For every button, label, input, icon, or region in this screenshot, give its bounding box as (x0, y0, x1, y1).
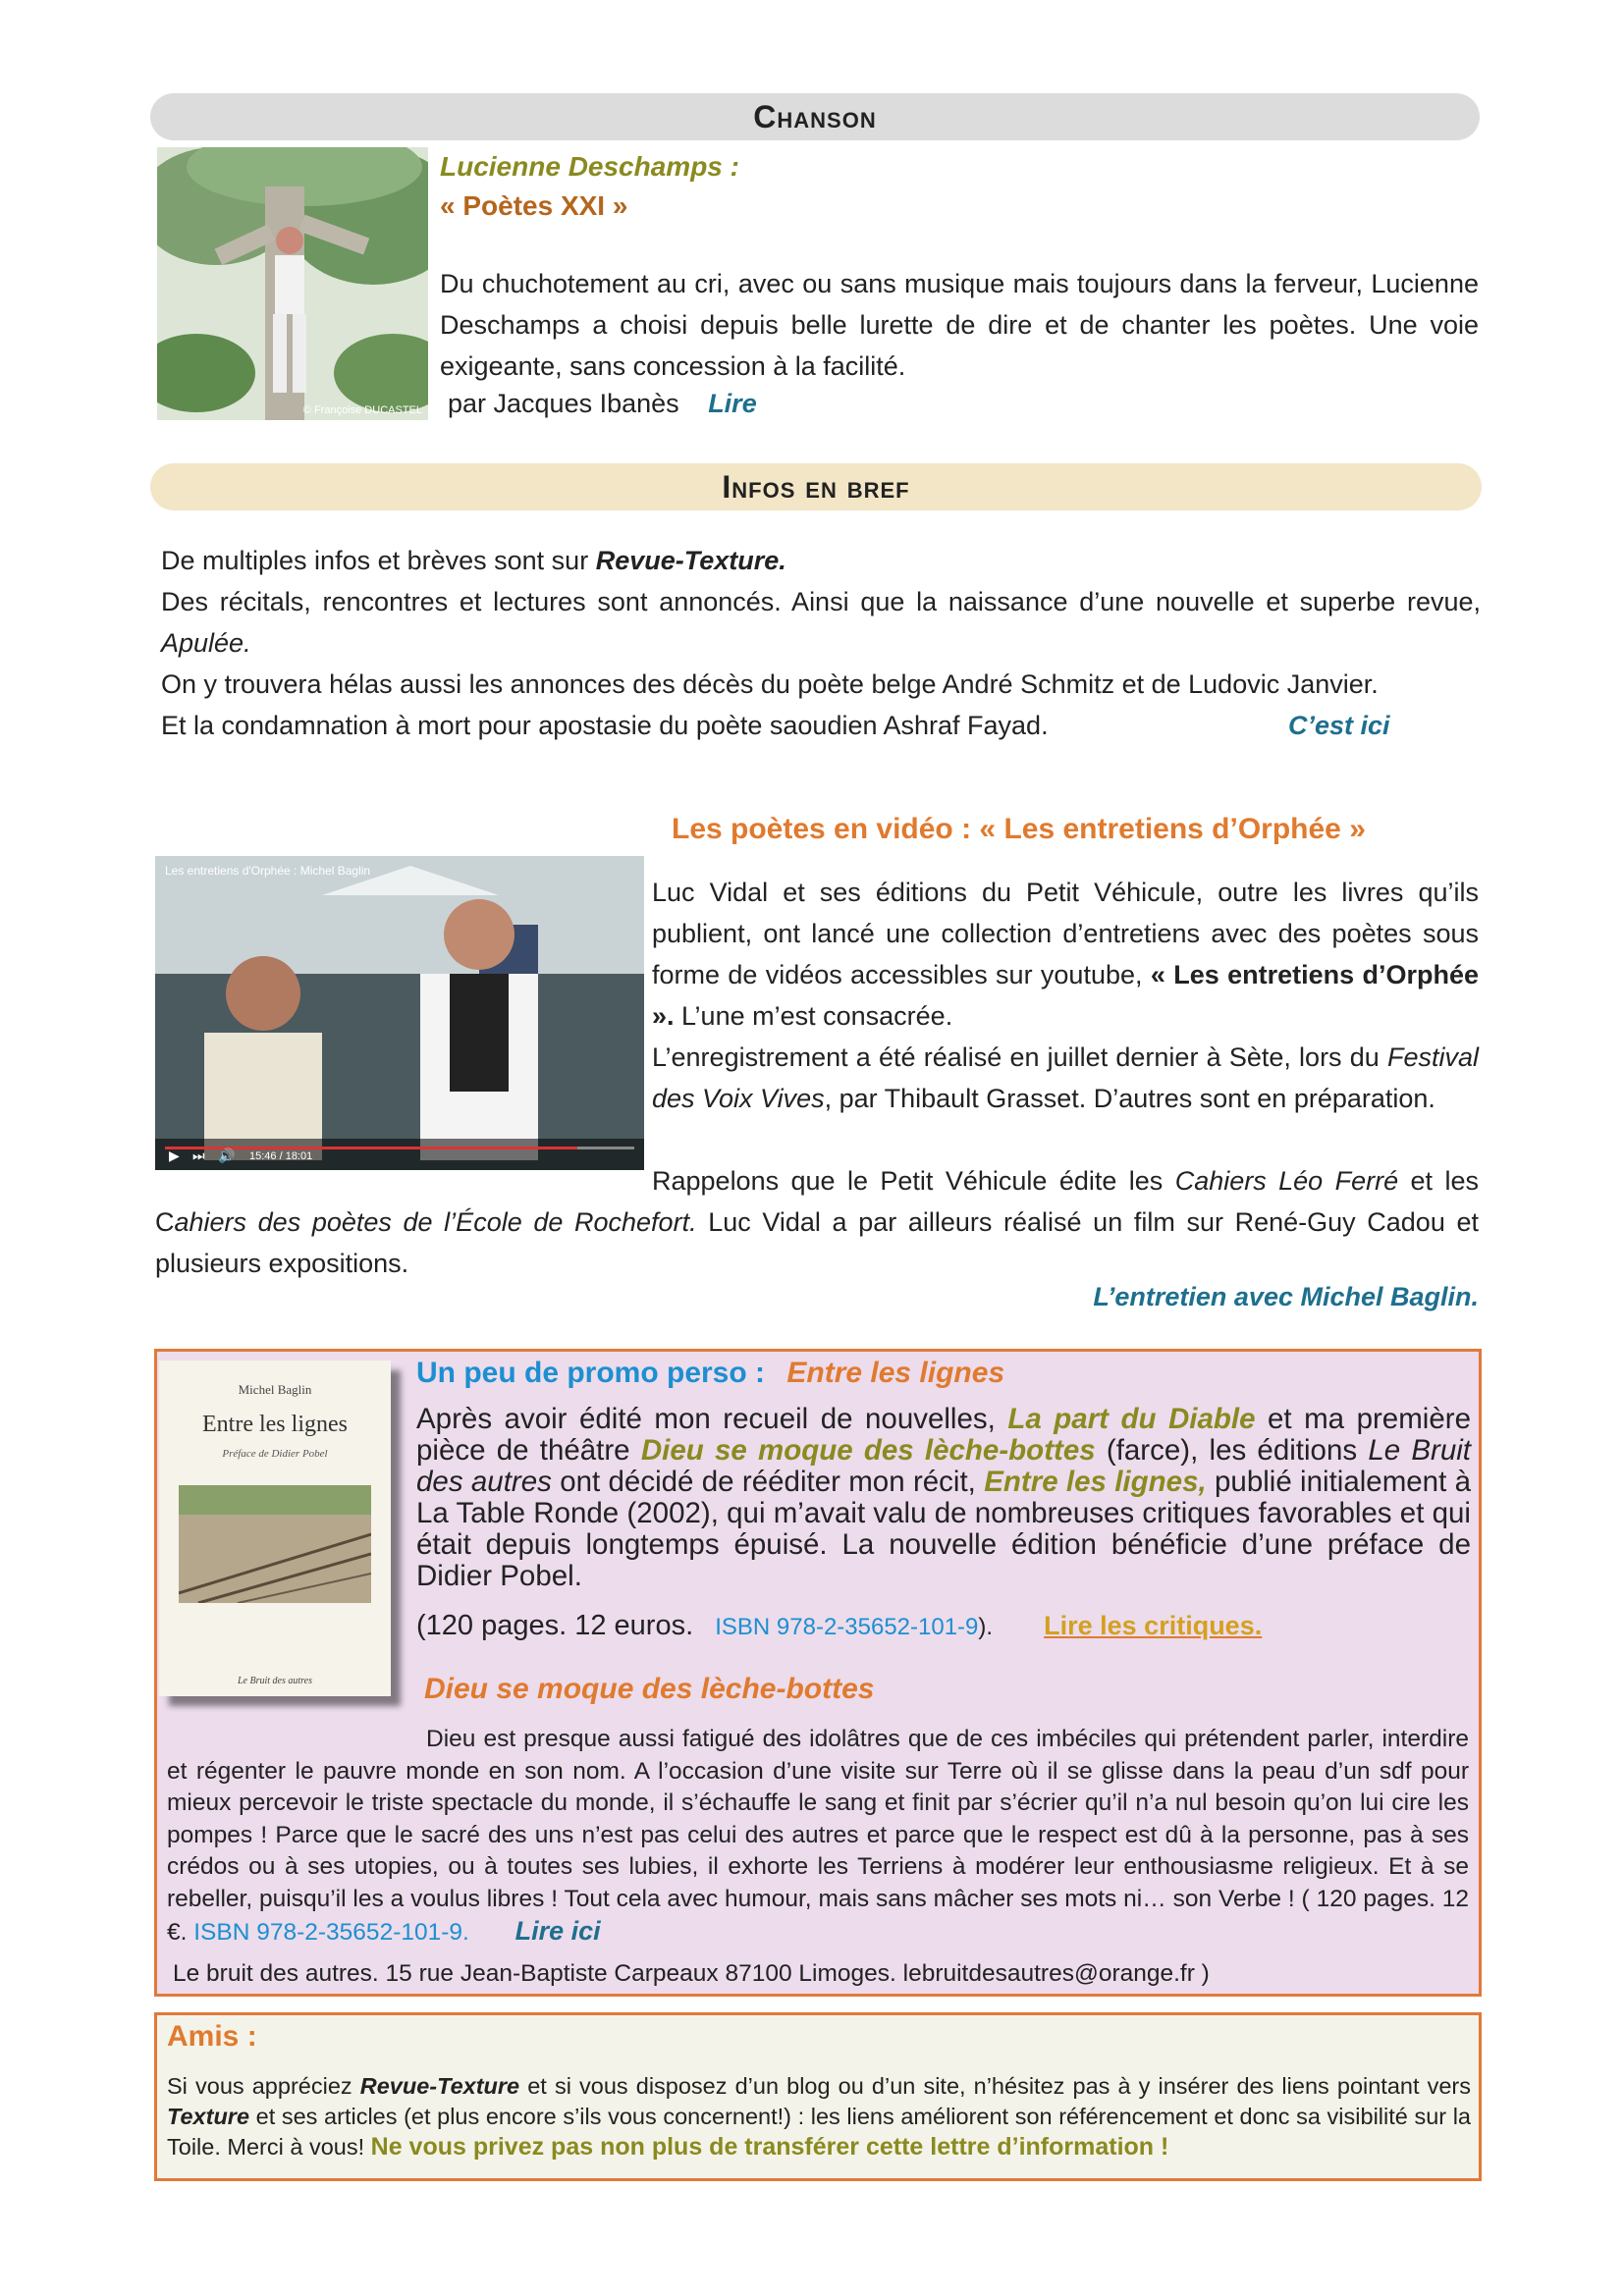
video-text-wrap (652, 872, 1479, 1119)
book-cover-preface: Préface de Didier Pobel (222, 1448, 328, 1460)
dieu-body-text: Dieu est presque aussi fatigué des idolâtres que de ces imbéciles qui prétendent parler, interdire et régenter le pauvre monde en son nom. A l’occasion d’une visite sur Terre où il se glisse dans la peau d’un sdf pour mieux percevoir le triste spectacle du monde, il s’échauffe le sang et finit par s’écrier qu’il n’a nul besoin qu’on lui cire les pompes ! Parce que le sacré des uns n’est pas celui des autres et parce que le respect est dû à la personne, pas à ses crédos ou à ses utopies, ou à toutes ses lubies, il exhorte les Terriens à modérer leur enthousiasme religieux. Et à se rebeller, puisqu’il les a voulus libres ! Tout cela avec humour, mais sans mâcher ses mots ni… son Verbe ! ( 120 pages. 12 €. (167, 1726, 1469, 1946)
promo-isbn: ISBN 978-2-35652-101-9 (715, 1614, 979, 1640)
photo-credit: © Françoise DUCASTEL (302, 404, 422, 416)
chanson-byline: par Jacques Ibanès (448, 389, 679, 418)
bruit-des-autres-name: Le Bruit des autres (416, 1434, 1472, 1498)
section-header-infos: Infos en bref (150, 463, 1482, 510)
promo-price-row (416, 1610, 1407, 1642)
infos-line1-text: De multiples infos et brèves sont sur (161, 546, 596, 575)
infos-line-4: Et la condamnation à mort pour apostasie du poète saoudien Ashraf Fayad. (161, 711, 1049, 740)
promo-paragraph (416, 1404, 1471, 1592)
dieu-body (167, 1724, 1469, 1949)
video-p1-c: L’une m’est consacrée. (674, 1001, 953, 1031)
chanson-author: Lucienne Deschamps : (440, 151, 739, 182)
chanson-photo (157, 147, 428, 420)
infos-line-4-row (161, 705, 1481, 746)
infos-line-2 (161, 581, 1481, 664)
infos-line2-text: Des récitals, rencontres et lectures sont annoncés. Ainsi que la naissance d’une nouvelle et superbe revue, (161, 587, 1481, 616)
amis-title: Amis : (167, 2020, 257, 2053)
chanson-byline-row (448, 389, 757, 419)
promo-price: (120 pages. 12 euros. (416, 1610, 694, 1641)
video-p3-a: Rappelons que le Petit Véhicule édite les (652, 1166, 1175, 1196)
section-header-chanson: Chanson (150, 93, 1480, 140)
book-cover-publisher: Le Bruit des autres (237, 1676, 312, 1686)
dieu-lire-ici-link[interactable]: Lire ici (514, 1916, 601, 1946)
video-p2-a: L’enregistrement a été réalisé en juillet dernier à Sète, lors du (652, 1042, 1387, 1072)
infos-content (161, 540, 1481, 746)
entre-les-lignes-inline: Entre les lignes, (984, 1466, 1207, 1498)
part-du-diable-title: La part du Diable (1007, 1403, 1256, 1435)
dieu-isbn: ISBN 978-2-35652-101-9. (193, 1919, 469, 1946)
promo-title-row (416, 1357, 1004, 1390)
promo-p-e: (farce), les éditions (1095, 1434, 1369, 1467)
cahiers-leo-ferre: Cahiers Léo Ferré (1174, 1166, 1399, 1196)
amis-text (167, 2071, 1471, 2163)
book-cover-image (179, 1485, 371, 1603)
dieu-title: Dieu se moque des lèche-bottes (424, 1673, 875, 1705)
video-p1-a: Luc Vidal et ses éditions du Petit Véhicule, outre les livres qu’ils publient, ont lancé une collection d’entretiens avec des poètes sous forme de vidéos accessibles sur youtube, (652, 878, 1479, 989)
promo-book-title: Entre les lignes (786, 1357, 1005, 1389)
tree-woman-image (157, 147, 428, 420)
video-p3-e: Luc Vidal a par ailleurs réalisé un film sur René-Guy Cadou et plusieurs expositions. (155, 1207, 1479, 1278)
dieu-se-moque-title-inline: Dieu se moque des lèche-bottes (640, 1434, 1096, 1467)
lire-critiques-link[interactable]: Lire les critiques. (1044, 1611, 1263, 1640)
book-cover (159, 1361, 391, 1696)
promo-p-i: publié initialement à La Table Ronde (2002), qui m’avait valu de nombreuses critiques favorables et qui était depuis longtemps épuisé. La nouvelle édition bénéficie d’une préface de Didier Pobel. (416, 1466, 1471, 1592)
cahiers-rochefort: ahiers des poètes de l’École de Rochefort. (174, 1207, 697, 1237)
chanson-body: Du chuchotement au cri, avec ou sans musique mais toujours dans la ferveur, Lucienne Deschamps a choisi depuis belle lurette de dire et de chanter les poètes. Une voie exigeante, sans concession à la facilité. (440, 269, 1479, 381)
video-thumbnail[interactable] (155, 856, 644, 1170)
video-frame-image (155, 856, 644, 1170)
amis-e: et ses articles (et plus encore s’ils vous concernent!) : les liens améliorent son référencement et donc sa visibilité sur la Toile. Merci à vous! (167, 2104, 1471, 2160)
publisher-address: Le bruit des autres. 15 rue Jean-Baptiste Carpeaux 87100 Limoges. lebruitdesautres@orange.fr ) (173, 1960, 1210, 1987)
video-section-title: Les poètes en vidéo : « Les entretiens d’Orphée » (672, 813, 1366, 845)
cest-ici-link[interactable]: C’est ici (1288, 711, 1390, 740)
promo-p-a: Après avoir édité mon recueil de nouvelles, (416, 1403, 1008, 1435)
amis-a: Si vous appréciez (167, 2073, 360, 2099)
amis-transfer-call: Ne vous privez pas non plus de transférer cette lettre d’information ! (370, 2133, 1169, 2161)
apulee-name: Apulée. (161, 628, 251, 658)
amis-revue-texture: Revue-Texture (359, 2073, 520, 2099)
video-overlay-caption: Les entretiens d'Orphée : Michel Baglin (165, 864, 371, 878)
volume-icon[interactable]: 🔊 (218, 1148, 236, 1163)
amis-c: et si vous disposez d’un blog ou d’un site, n’hésitez pas à y insérer des liens pointant vers (519, 2073, 1471, 2099)
video-time: 15:46 / 18:01 (249, 1150, 313, 1162)
book-cover-author: Michel Baglin (238, 1382, 312, 1397)
infos-line-3: On y trouvera hélas aussi les annonces des décès du poète belge André Schmitz et de Ludovic Janvier. (161, 669, 1379, 699)
revue-texture-name: Revue-Texture. (595, 546, 786, 575)
entretiens-orphee-name: « Les entretiens d’Orphée ». (652, 960, 1479, 1031)
entretien-link[interactable]: L’entretien avec Michel Baglin. (1093, 1282, 1479, 1311)
chanson-lire-link[interactable]: Lire (708, 389, 757, 418)
festival-name: Festival des Voix Vives (652, 1042, 1479, 1113)
promo-p-c: et ma première pièce de théâtre (416, 1403, 1471, 1467)
video-p2-c: , par Thibault Grasset. D’autres sont en préparation. (824, 1084, 1435, 1113)
promo-p-g: ont décidé de rééditer mon récit, (551, 1466, 985, 1498)
promo-title: Un peu de promo perso : (416, 1357, 766, 1389)
amis-texture: Texture (167, 2104, 250, 2129)
next-icon[interactable]: ⏭ (192, 1148, 205, 1163)
book-cover-title: Entre les lignes (202, 1412, 348, 1437)
play-icon[interactable]: ▶ (169, 1148, 180, 1163)
infos-line-1 (161, 540, 1481, 581)
promo-isbn-close: ). (978, 1614, 994, 1640)
video-p3-c: et les C (155, 1166, 1479, 1237)
video-p3-wrap (155, 1160, 1479, 1284)
chanson-title: « Poètes XXI » (440, 190, 628, 221)
